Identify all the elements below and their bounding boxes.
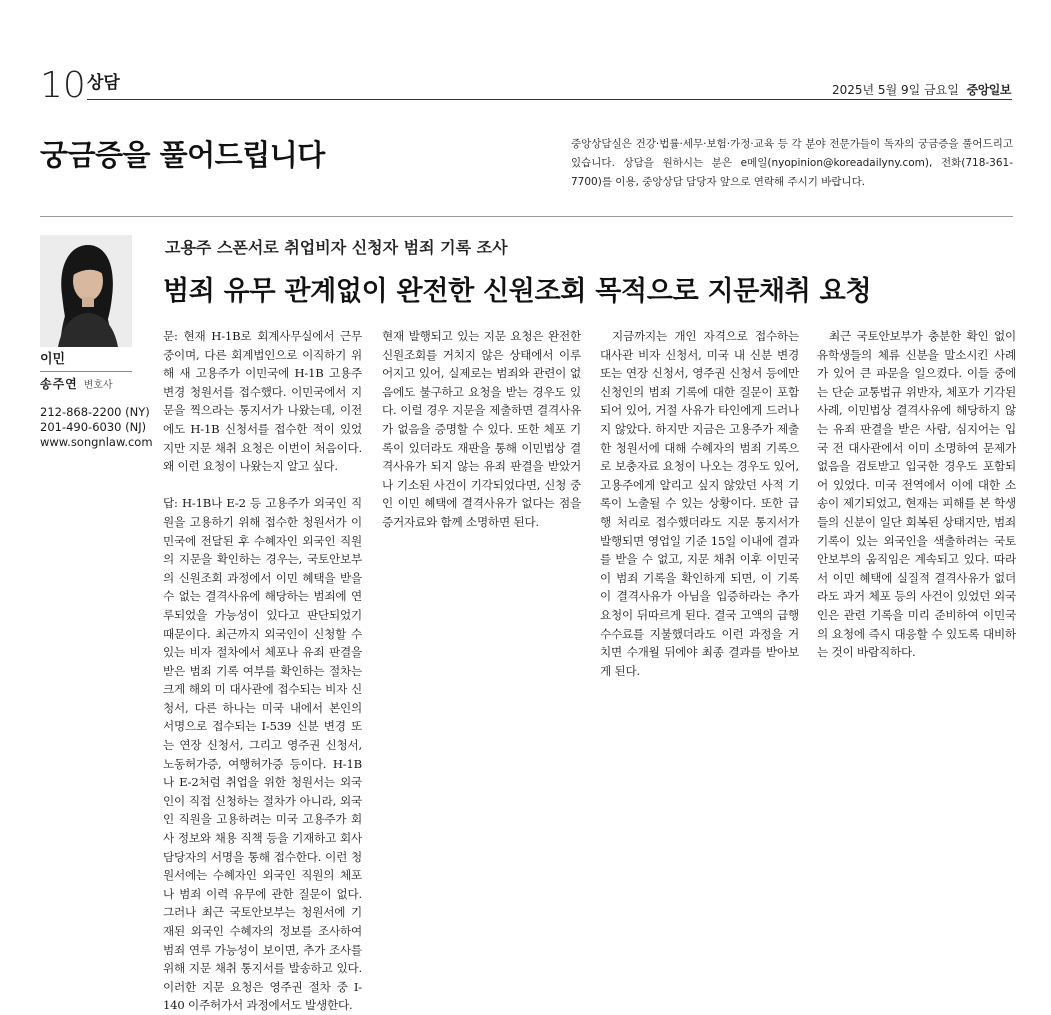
body-column-4 xyxy=(817,327,1016,812)
title-rule xyxy=(40,216,1013,217)
answer-paragraph-4: 최근 국토안보부가 충분한 확인 없이 유학생들의 체류 신분을 말소시킨 사례가 있어 큰 파문을 일으켰다. 이들 중에는 단순 교통법규 위반자, 체포가 기각된 사례, 이민법상 결격사유에 해당하지 않는 유죄 판결을 받은 사람, 심지어는 입국 전 대사관에서 이미 소명하여 문제가 없음을 검토받고 입국한 경우도 포함되어 있었다. 미국 전역에서 이에 대한 소송이 제기되었고, 현재는 피해를 본 학생들의 신분이 일단 회복된 상태지만, 범죄 기록이 있는 외국인을 색출하려는 국토안보부의 움직임은 계속되고 있다. 따라서 이민 혜택에 실질적 결격사유가 없더라도 과거 체포 등의 사건이 있었던 외국인은 관련 기록을 미리 준비하여 이민국의 요청에 즉시 대응할 수 있도록 대비하는 것이 바람직하다. xyxy=(817,329,1016,660)
issue-date: 2025년 5월 9일 금요일 xyxy=(831,83,959,97)
website-link[interactable]: www.songnlaw.com xyxy=(40,435,153,449)
paper-logo: 중앙일보 xyxy=(966,83,1011,97)
answer-paragraph-2: 현재 발행되고 있는 지문 요청은 완전한 신원조회를 거치지 않은 상태에서 이루어지고 있어, 실제로는 범죄와 관련이 없음에도 불구하고 요청을 받는 경우도 있다. 이럴 경우 지문을 제출하면 결격사유가 없음을 증명할 수 있다. 또한 체포 기록이 있더라도 재판을 통해 이민법상 결격사유가 되지 않는 유죄 판결을 받았거나 기소된 사건이 기각되었다면, 신청 중인 이민 혜택에 결격사유가 없다는 점을 증거자료와 함께 소명하면 된다. xyxy=(382,329,581,529)
phone-ny: 212-868-2200 (NY) xyxy=(40,405,150,419)
section-name: 상담 xyxy=(87,73,120,93)
author-name: 송주연 xyxy=(40,377,78,391)
body-column-1 xyxy=(163,327,362,1013)
answer-paragraph-3: 지금까지는 개인 자격으로 접수하는 대사관 비자 신청서, 미국 내 신분 변경 또는 연장 신청서, 영주권 신청서 등에만 신청인의 범죄 기록에 대한 질문이 포함되어 있어, 거절 사유가 타인에게 드러나지 않았다. 하지만 지금은 고용주가 제출한 청원서에 대해 수혜자의 범죄 기록으로 보충자료 요청이 나오는 경우도 있어, 고용주에게 알리고 싶지 않았던 사적 기록이 노출될 수 있는 상황이다. 또한 급행 처리로 접수했더라도 지문 통지서가 발행되면 영업일 기준 15일 이내에 결과를 받을 수 없고, 지문 채취 이후 이민국이 범죄 기록을 확인하게 되면, 이 기록이 결격사유가 아님을 입증하라는 추가 요청이 뒤따르게 된다. 결국 고액의 급행 수수료를 지불했더라도 이런 과정을 거치면 수개월 뒤에야 최종 결과를 받아보게 된다. xyxy=(600,329,799,678)
column-intro: 중앙상담실은 건강·법률·세무·보험·가정·교육 등 각 분야 전문가들이 독자의 궁금증을 풀어드리고 있습니다. 상담을 원하시는 분은 e메일(nyopinion@koreadailyny.com), 전화(718-361-7700)를 이용, 중앙상담 담당자 앞으로 연락해 주시기 바랍니다. xyxy=(571,138,1013,188)
date-line xyxy=(832,83,1011,97)
article-headline: 범죄 유무 관계없이 완전한 신원조회 목적으로 지문채취 요청 xyxy=(163,276,872,307)
header-rule xyxy=(87,99,1012,100)
author-rule xyxy=(40,371,132,372)
column-title: 궁금증을 풀어드립니다 xyxy=(40,138,325,172)
author-byline xyxy=(40,376,113,394)
question-paragraph: 문: 현재 H-1B로 회계사무실에서 근무 중이며, 다른 회계법인으로 이직하기 위해 새 고용주가 이민국에 H-1B 고용주 변경 청원서를 접수했다. 이민국에서 지문을 찍으라는 통지서가 나왔는데, 이전에도 H-1B 신청서를 접수한 적이 있었지만 지문 채취 요청은 이번이 처음이다. 왜 이런 요청이 나왔는지 알고 싶다. xyxy=(163,329,362,474)
body-column-2 xyxy=(382,327,581,812)
phone-nj: 201-490-6030 (NJ) xyxy=(40,420,147,434)
article-subheadline: 고용주 스폰서로 취업비자 신청자 범죄 기록 조사 xyxy=(165,238,508,257)
author-title: 변호사 xyxy=(83,380,113,391)
page-number: 10 xyxy=(40,65,86,106)
author-section-label: 이민 xyxy=(40,352,66,367)
body-column-3 xyxy=(600,327,799,812)
answer-paragraph-1: 답: H-1B나 E-2 등 고용주가 외국인 직원을 고용하기 위해 접수한 청원서가 이민국에 전달된 후 수혜자인 외국인 직원의 지문을 확인하는 경우는, 국토안보부의 신원조회 과정에서 이민 혜택을 받을 수 없는 결격사유에 해당하는 범죄에 연루되었을 가능성이 있다고 판단되었기 때문이다. 최근까지 외국인이 신청할 수 있는 비자 절차에서 체포나 유죄 판결을 받은 범죄 기록 여부를 확인하는 절차는 크게 해외 미 대사관에 접수되는 비자 신청서, 다른 하나는 미국 내에서 본인의 서명으로 접수되는 I-539 신분 변경 또는 연장 신청서, 그리고 영주권 신청서, 노동허가증, 여행허가증 등이다. H-1B나 E-2처럼 취업을 위한 청원서는 외국인이 직접 신청하는 절차가 아니라, 외국인 직원을 고용하려는 미국 고용주가 회사 정보와 채용 직책 등을 기재하고 회사 담당자의 서명을 통해 접수한다. 이런 청원서에는 수혜자인 외국인 직원의 체포나 범죄 이력 유무에 관한 질문이 없다. 그러나 최근 국토안보부는 청원서에 기재된 외국인 수혜자의 정보를 조사하여 범죄 연루 가능성이 보이면, 추가 조사를 위해 지문 채취 통지서를 발송하고 있다. 이러한 지문 요청은 영주권 절차 중 I-140 이주허가서 과정에서도 발생한다. xyxy=(163,496,362,1013)
author-portrait-icon xyxy=(40,235,132,347)
author-photo xyxy=(40,235,132,347)
